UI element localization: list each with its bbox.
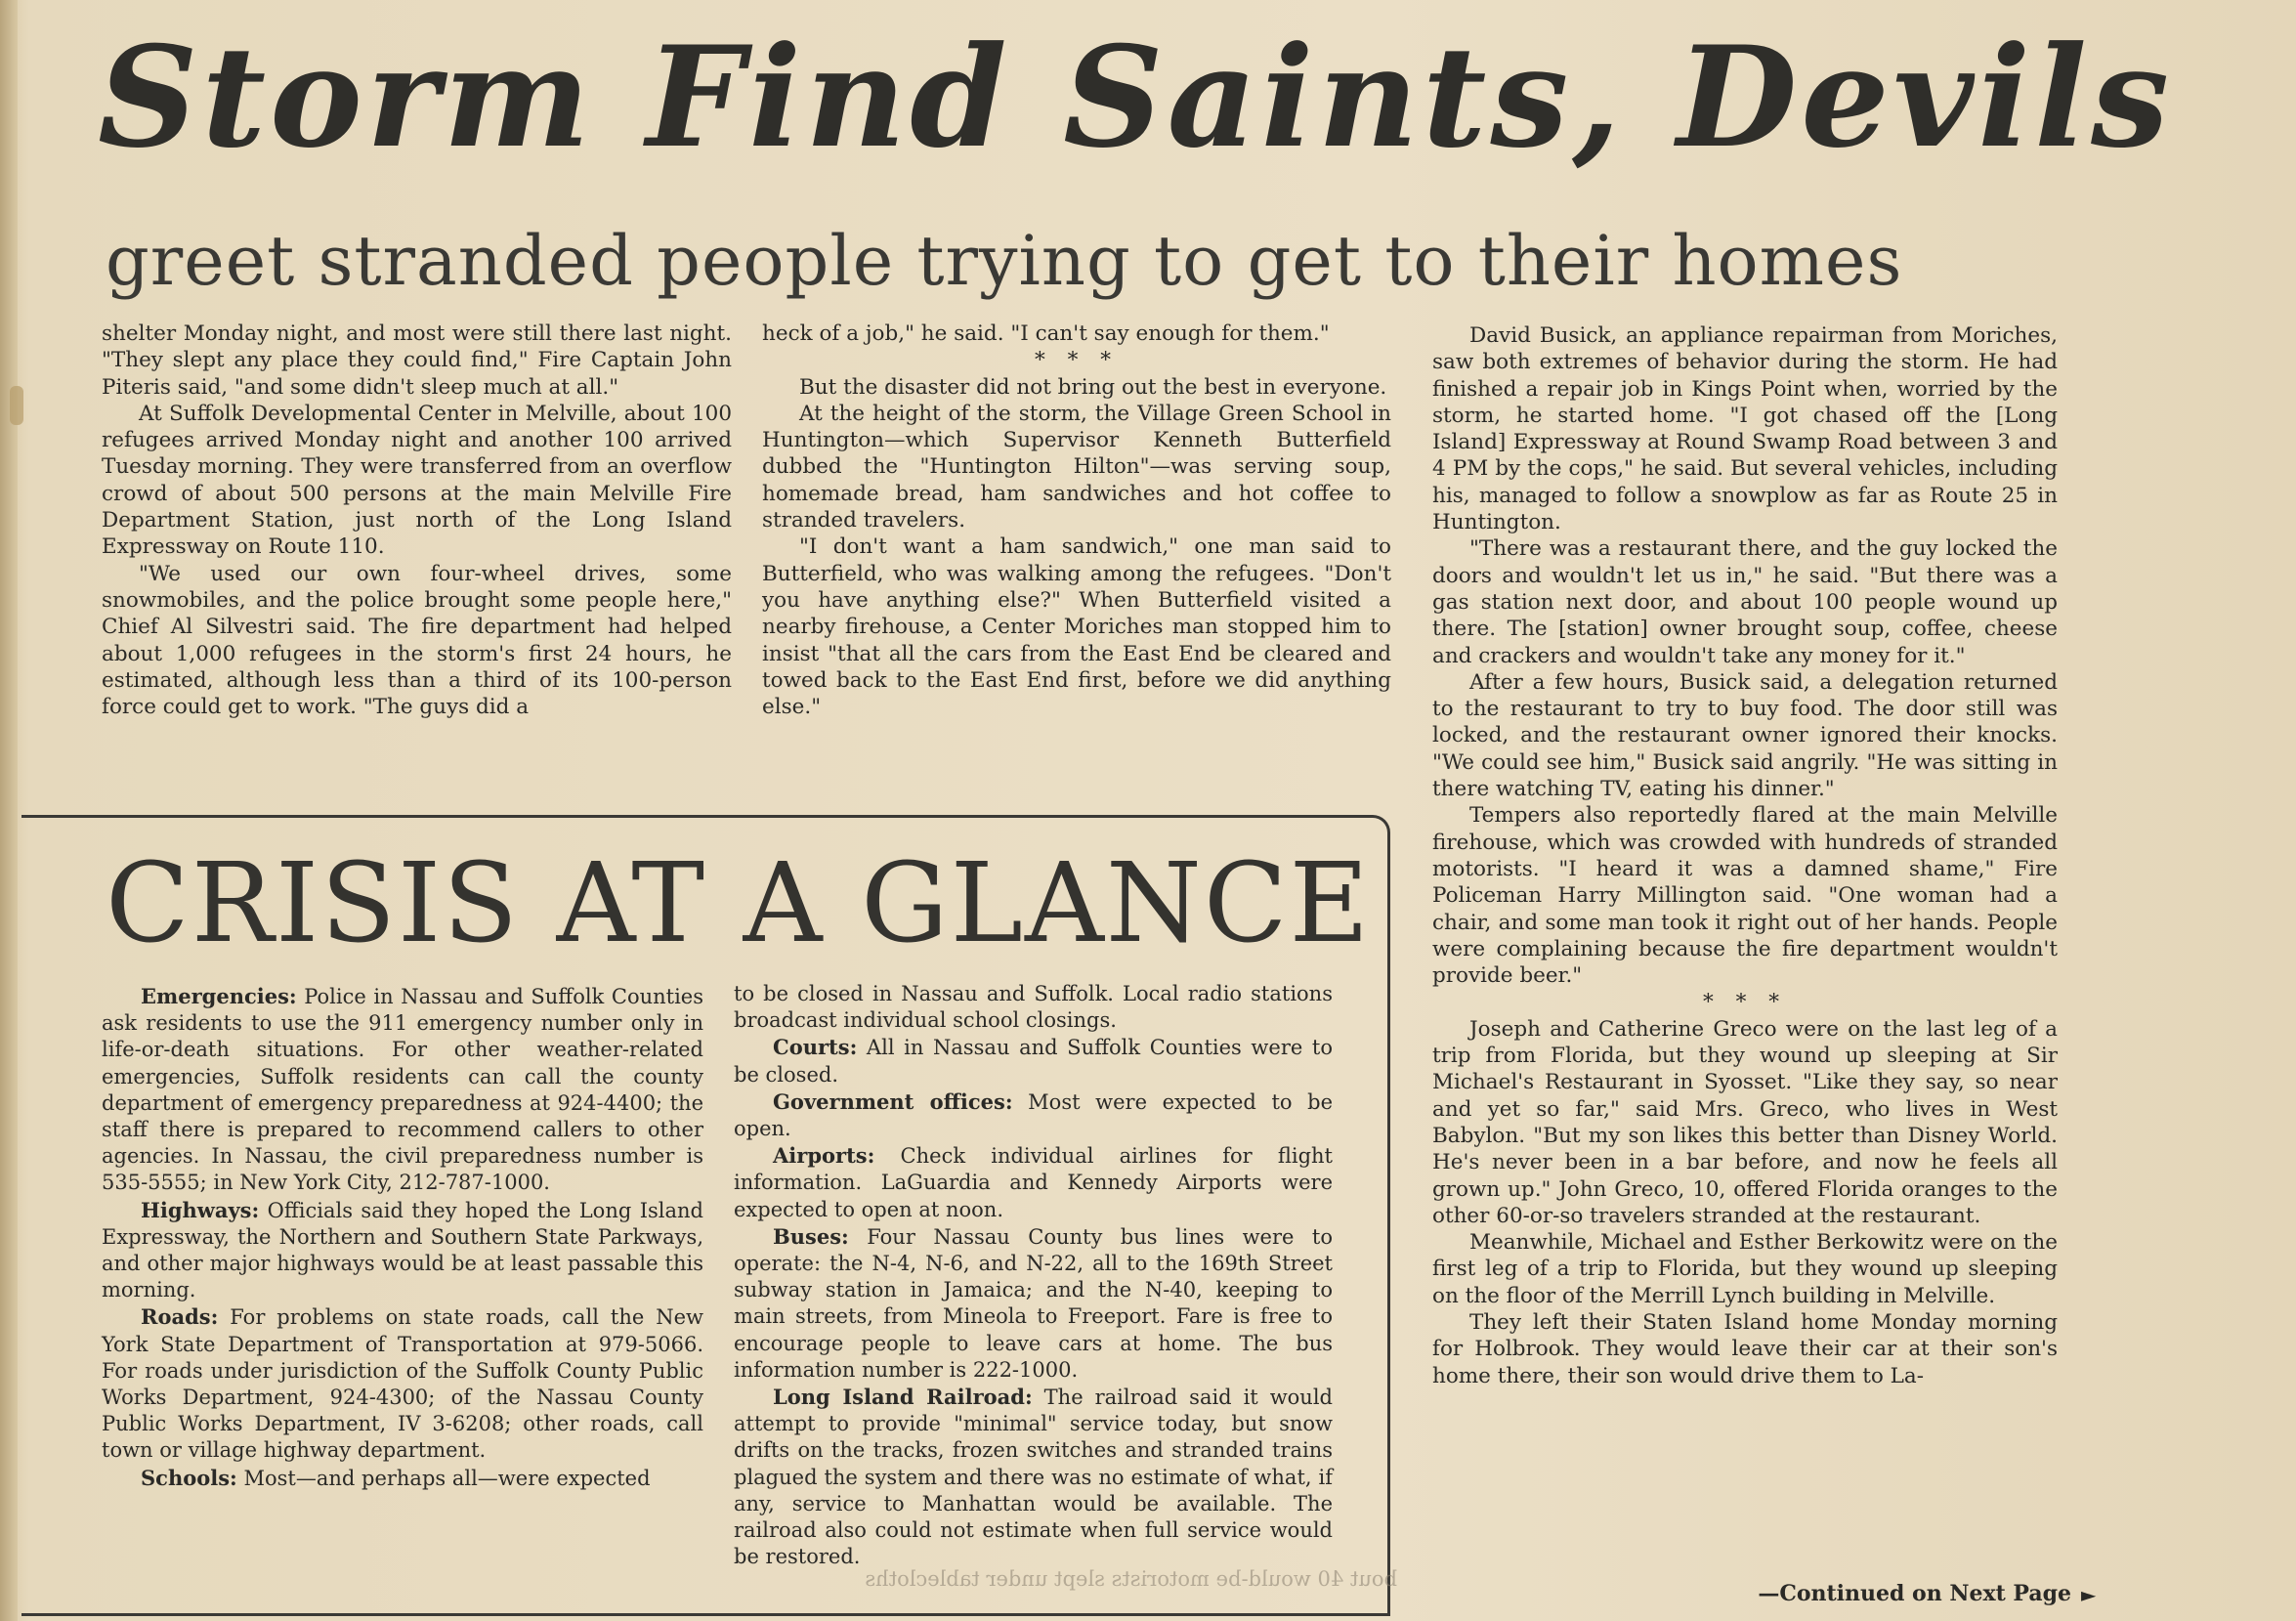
- crisis-item-label: Airports:: [773, 1143, 875, 1169]
- paragraph: After a few hours, Busick said, a delegation returned to the restaurant to try to buy food. The door still was locked, and the restaurant owner ignored their knocks. "We could see him," Busick said angrily. "He was sitting in there watching TV, eating his dinner.": [1432, 669, 2058, 802]
- crisis-item-text: Officials said they hoped the Long Island Expressway, the Northern and Southern State Parkways, and other major highways would be at least passable this morning.: [102, 1198, 703, 1302]
- paragraph: But the disaster did not bring out the best in everyone.: [799, 374, 1387, 400]
- crisis-item-label: Schools:: [141, 1465, 237, 1490]
- paragraph: shelter Monday night, and most were still there last night. "They slept any place they could find," Fire Captain John Piteris said, "and some didn't sleep much at all.": [102, 321, 732, 400]
- page-edge-shadow: [0, 0, 18, 1621]
- crisis-item: [734, 1034, 1333, 1088]
- crisis-item-label: Long Island Railroad:: [773, 1385, 1033, 1410]
- article-column-2: [762, 320, 1391, 720]
- paragraph: Tempers also reportedly flared at the main Melville firehouse, which was crowded with hundreds of stranded motorists. "I heard it was a damned shame," Fire Policeman Harry Millington said. "One woman had a chair, and some man took it right out of her hands. People were complaining because the fire department wouldn't provide beer.": [1432, 803, 2058, 989]
- crisis-title: CRISIS AT A GLANCE: [106, 840, 1372, 967]
- crisis-item-label: Government offices:: [773, 1088, 1013, 1114]
- paragraph: "We used our own four-wheel drives, some snowmobiles, and the police brought some people here," Chief Al Silvestri said. The fire department had helped about 1,000 refugees in the storm's first 24 hours, he estimated, although less than a third of its 100-person force could get to work. "The guys did a: [102, 561, 732, 720]
- crisis-item-text: Most were expected to be open.: [734, 1089, 1333, 1141]
- section-break: * * *: [1703, 990, 1787, 1015]
- paper-stain: [10, 386, 23, 425]
- crisis-item-text: Four Nassau County bus lines were to operate: the N-4, N-6, and N-22, all to the 169th Street subway station in Jamaica; and the N-40, keeping to main streets, from Mineola to Freeport. Fare is free to encourage people to leave cars at home. The bus information number is 222-1000.: [734, 1224, 1333, 1382]
- crisis-item-label: Roads:: [141, 1304, 219, 1330]
- paragraph: Meanwhile, Michael and Esther Berkowitz were on the first leg of a trip to Florida, but they wound up sleeping on the floor of the Merrill Lynch building in Melville.: [1432, 1230, 2058, 1308]
- crisis-item-text: All in Nassau and Suffolk Counties were to be closed.: [734, 1036, 1333, 1087]
- crisis-item-text: Check individual airlines for flight information. LaGuardia and Kennedy Airports were expected to open at noon.: [734, 1144, 1333, 1221]
- crisis-item-text: The railroad said it would attempt to provide "minimal" service today, but snow drifts on the tracks, frozen switches and stranded trains plagued the system and there was no estimate of what, if any, service to Manhattan would be available. The railroad also could not estimate when full service would be restored.: [734, 1386, 1333, 1569]
- crisis-item-text: Most—and perhaps all—were expected: [236, 1466, 651, 1490]
- paragraph: "There was a restaurant there, and the guy locked the doors and wouldn't let us in," he said. "But there was a gas station next door, and about 100 people wound up there. The [station] owner brought soup, coffee, cheese and crackers and wouldn't take any money for it.": [1432, 536, 2058, 668]
- article-column-1: [102, 320, 732, 720]
- paragraph: David Busick, an appliance repairman from Moriches, saw both extremes of behavior during the storm. He had finished a repair job in Kings Point when, worried by the storm, he started home. "I got chased off the [Long Island] Expressway at Round Swamp Road between 3 and 4 PM by the cops," he said. But several vehicles, including his, managed to follow a snowplow as far as Route 25 in Huntington.: [1432, 323, 2058, 535]
- page-arrow-icon: ►: [2081, 1583, 2097, 1606]
- crisis-item: [102, 1465, 703, 1492]
- crisis-item-text: For problems on state roads, call the New York State Department of Transportation at 979-5066. For roads under jurisdiction of the Suffolk County Public Works Department, 924-4300; of the Nassau County Public Works Department, IV 3-6208; other roads, call town or village highway department.: [102, 1305, 703, 1463]
- crisis-column-left: [102, 983, 703, 1492]
- crisis-item-label: Emergencies:: [141, 984, 297, 1008]
- crisis-item-label: Courts:: [773, 1035, 858, 1060]
- crisis-item: [102, 1197, 703, 1304]
- article-column-3: [1432, 322, 2058, 1389]
- paragraph: They left their Staten Island home Monday morning for Holbrook. They would leave their car at their son's home there, their son would drive them to La-: [1432, 1309, 2058, 1388]
- crisis-item: [734, 1384, 1333, 1570]
- subhead: greet stranded people trying to get to their homes: [106, 221, 1903, 301]
- crisis-column-right: [734, 980, 1333, 1570]
- continued-note: —Continued on Next Page: [1758, 1581, 2071, 1606]
- headline: Storm Find Saints, Devils: [98, 17, 2174, 179]
- crisis-item: [734, 1142, 1333, 1223]
- section-break: * * *: [1035, 348, 1119, 373]
- crisis-item: [734, 1223, 1333, 1384]
- crisis-item: [102, 1303, 703, 1464]
- crisis-item-label: Highways:: [141, 1197, 260, 1222]
- paragraph: heck of a job," he said. "I can't say enough for them.": [762, 321, 1330, 346]
- crisis-item-text: to be closed in Nassau and Suffolk. Local radio stations broadcast individual school closings.: [734, 982, 1333, 1033]
- crisis-item-label: Buses:: [773, 1223, 849, 1249]
- crisis-item-text: Police in Nassau and Suffolk Counties ask residents to use the 911 emergency number only in life-or-death situations. For other weather-related emergencies, Suffolk residents can call the county department of emergency preparedness at 924-4400; the staff there is prepared to recommend callers to other agencies. In Nassau, the civil preparedness number is 535-5555; in New York City, 212-787-1000.: [102, 985, 703, 1195]
- crisis-item: [734, 980, 1333, 1034]
- bleed-through-text: bout 40 would-be motorists slept under tablecloths: [865, 1567, 1397, 1591]
- paragraph: At Suffolk Developmental Center in Melville, about 100 refugees arrived Monday night and another 100 arrived Tuesday morning. They were transferred from an overflow crowd of about 500 persons at the main Melville Fire Department Station, just north of the Long Island Expressway on Route 110.: [102, 401, 732, 560]
- crisis-item: [102, 983, 703, 1197]
- paragraph: Joseph and Catherine Greco were on the last leg of a trip from Florida, but they wound up sleeping at Sir Michael's Restaurant in Syosset. "Like they say, so near and yet so far," said Mrs. Greco, who lives in West Babylon. "But my son likes this better than Disney World. He's never been in a bar before, and now he feels all grown up." John Greco, 10, offered Florida oranges to the other 60-or-so travelers stranded at the restaurant.: [1432, 1016, 2058, 1228]
- crisis-item: [734, 1088, 1333, 1142]
- paragraph: "I don't want a ham sandwich," one man said to Butterfield, who was walking among the refugees. "Don't you have anything else?" When Butterfield visited a nearby firehouse, a Center Moriches man stopped him to insist "that all the cars from the East End be cleared and towed back to the East End first, before we did anything else.": [762, 534, 1391, 720]
- paragraph: At the height of the storm, the Village Green School in Huntington—which Supervisor Kenneth Butterfield dubbed the "Huntington Hilton"—was serving soup, homemade bread, ham sandwiches and hot coffee to stranded travelers.: [762, 401, 1391, 533]
